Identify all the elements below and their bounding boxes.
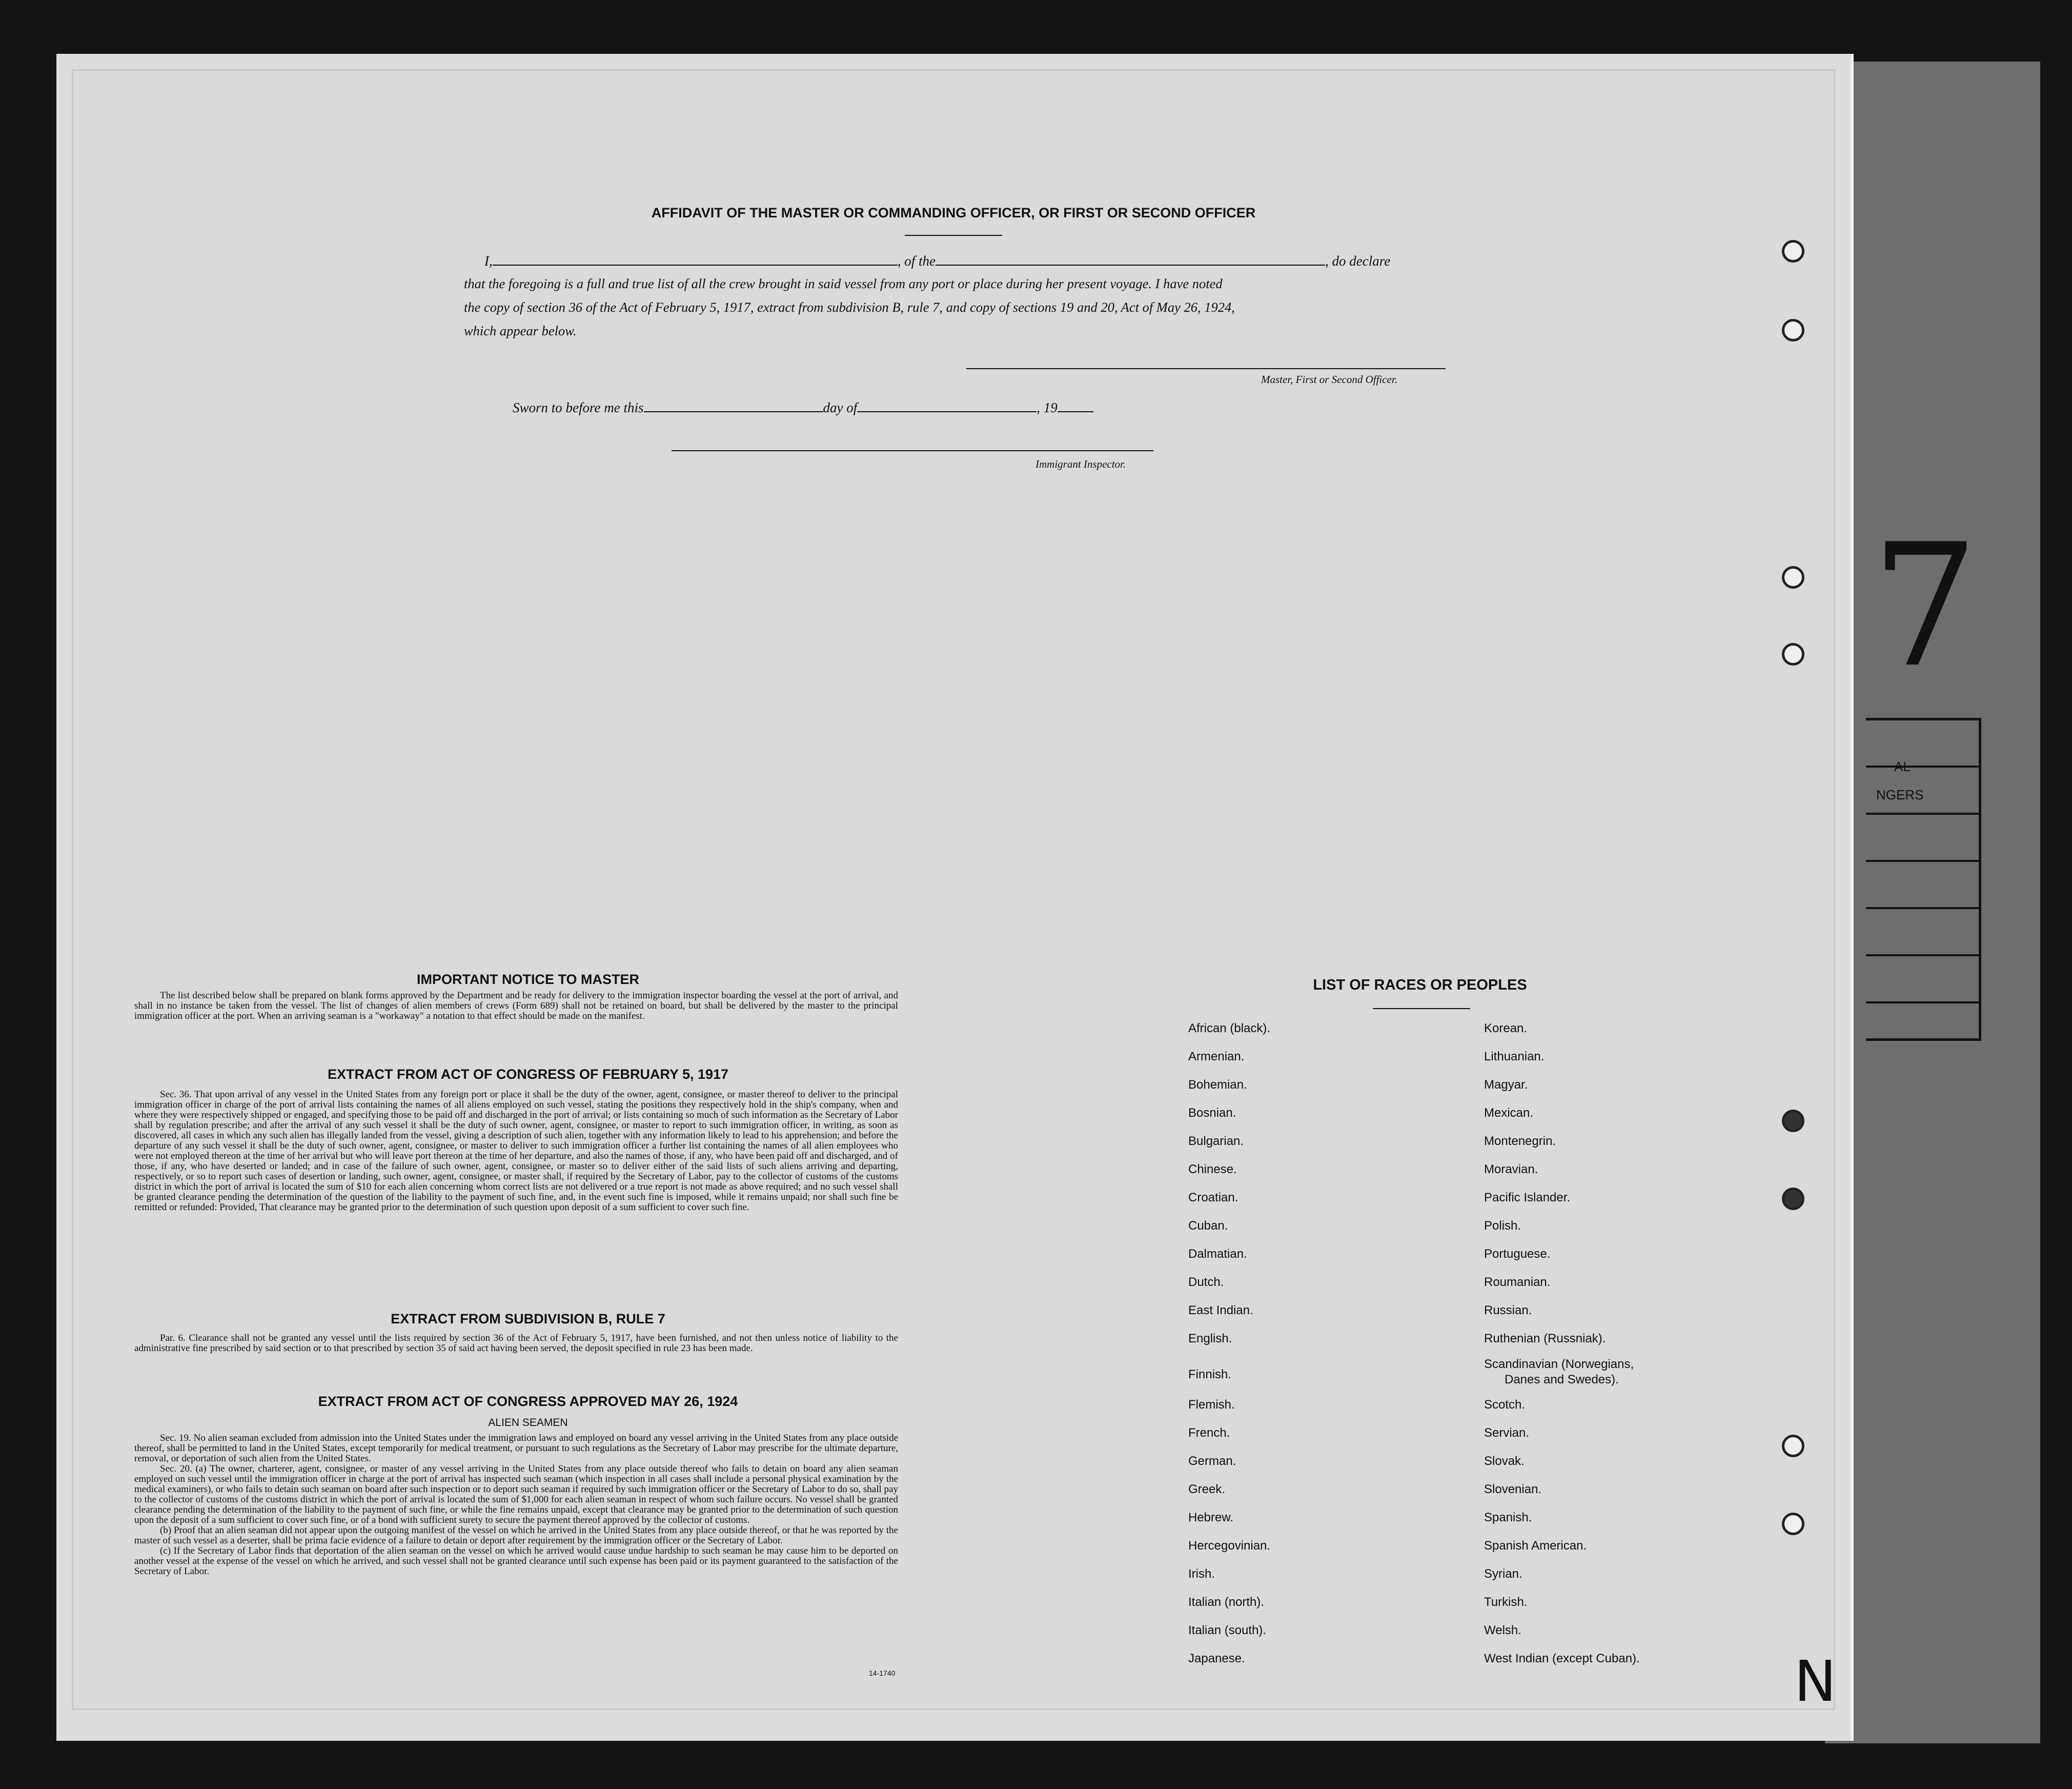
race-item: Russian. — [1484, 1303, 1532, 1317]
race-item: Chinese. — [1188, 1162, 1237, 1176]
race-item: Danes and Swedes). — [1505, 1373, 1619, 1386]
of-the-label: , of the — [897, 253, 936, 269]
race-item: Roumanian. — [1484, 1275, 1551, 1289]
year-label: , 19 — [1037, 400, 1058, 415]
sec20b-text: (b) Proof that an alien seaman did not appear upon the outgoing manifest of the vessel on which he arrived in the United States from any place outside thereof, or that he was reported by the master of such vessel as a deserter, shall be prima facie evidence of a failure to detain or deport after requirement by the immigration officer or the Secretary of Labor. — [134, 1525, 898, 1546]
inspector-signature-field[interactable] — [672, 450, 1153, 451]
punch-hole — [1782, 240, 1804, 263]
punch-hole — [1782, 643, 1804, 666]
extract-1917-block — [134, 1090, 898, 1213]
race-item: Lithuanian. — [1484, 1050, 1545, 1063]
race-item: Ruthenian (Russniak). — [1484, 1332, 1606, 1345]
punch-hole — [1782, 319, 1804, 341]
sworn-line — [513, 400, 1093, 416]
extract-1917-title: EXTRACT FROM ACT OF CONGRESS OF FEBRUARY 5, 1917 — [327, 1067, 729, 1082]
race-item: Armenian. — [1188, 1050, 1245, 1063]
sec20c-text: (c) If the Secretary of Labor finds that deportation of the alien seaman on the vessel on which he arrived would cause undue hardship to such seaman he may cause him to be deported on another vessel at the expense of the vessel on which he arrived, and such vessel shall not be granted clearance until such expense has been paid or its payment guaranteed to the satisfaction of the Secretary of Labor. — [134, 1545, 898, 1577]
underlying-tab-text: AL — [1894, 759, 1911, 774]
extract-1924-title: EXTRACT FROM ACT OF CONGRESS APPROVED MAY 26, 1924 — [318, 1394, 738, 1409]
month-field[interactable] — [857, 411, 1037, 412]
punch-hole — [1782, 1435, 1804, 1457]
i-label: I, — [484, 253, 493, 269]
form-number: 14-1740 — [869, 1669, 896, 1677]
extract-1924-subtitle: ALIEN SEAMEN — [488, 1417, 568, 1429]
race-item: Korean. — [1484, 1021, 1528, 1035]
race-item: Polish. — [1484, 1219, 1521, 1233]
race-item: French. — [1188, 1426, 1230, 1440]
race-item: Syrian. — [1484, 1567, 1522, 1581]
extract-rule7-text: Par. 6. Clearance shall not be granted any vessel until the lists required by section 36 of the Act of February 5, 1917, have been furnished, and not then unless notice of liability to the administrative fine prescribed by said section or to that prescribed by section 35 of said act having been served, the deposit specified in rule 23 has been made. — [134, 1333, 898, 1354]
race-item: West Indian (except Cuban). — [1484, 1652, 1640, 1665]
race-item: Flemish. — [1188, 1398, 1235, 1412]
affidavit-text-line: that the foregoing is a full and true list of all the crew brought in said vessel from any port or place during her present voyage. I have noted — [464, 276, 1223, 291]
race-item: Spanish. — [1484, 1511, 1532, 1524]
notice-text: The list described below shall be prepared on blank forms approved by the Department and be ready for delivery to the immigration inspector boarding the vessel at the port of arrival, and shall in no instance be taken from the vessel. The list of changes of alien members of crews (Form 689) shall not be retained on board, but shall be delivered by the master to the principal immigration officer at the port. When an arriving seaman is a "workaway" a notation to that effect should be made on the manifest. — [134, 990, 898, 1021]
extract-rule7-block — [134, 1333, 898, 1354]
race-item: Hebrew. — [1188, 1511, 1234, 1524]
affidavit-text-line: the copy of section 36 of the Act of February 5, 1917, extract from subdivision B, rule 7, and copy of sections 19 and 20, Act of May 26, 1924, — [464, 299, 1235, 315]
signature-field[interactable] — [966, 368, 1446, 369]
race-item: Italian (north). — [1188, 1595, 1265, 1609]
races-title: LIST OF RACES OR PEOPLES — [1313, 977, 1527, 993]
race-item: Montenegrin. — [1484, 1134, 1556, 1148]
race-item: Slovenian. — [1484, 1482, 1542, 1496]
race-item: Japanese. — [1188, 1652, 1245, 1665]
race-item: Finnish. — [1188, 1368, 1232, 1381]
race-item: Slovak. — [1484, 1454, 1525, 1468]
race-item: Spanish American. — [1484, 1539, 1587, 1553]
punch-hole — [1782, 1110, 1804, 1132]
extract-rule7-title: EXTRACT FROM SUBDIVISION B, RULE 7 — [391, 1311, 665, 1326]
underlying-form-table — [1866, 718, 1981, 1041]
sworn-label: Sworn to before me this — [513, 400, 644, 415]
race-item: Bosnian. — [1188, 1106, 1236, 1120]
race-item: Scotch. — [1484, 1398, 1526, 1412]
affidavit-text-line: which appear below. — [464, 323, 577, 338]
race-item: Mexican. — [1484, 1106, 1534, 1120]
race-item: Bohemian. — [1188, 1078, 1247, 1092]
year-field[interactable] — [1058, 411, 1093, 412]
vessel-field[interactable] — [936, 265, 1325, 266]
race-item: Italian (south). — [1188, 1623, 1267, 1637]
race-item: Cuban. — [1188, 1219, 1228, 1233]
race-item: Greek. — [1188, 1482, 1226, 1496]
race-item: Portuguese. — [1484, 1247, 1551, 1261]
day-of-label: day of — [823, 400, 858, 415]
punch-hole — [1782, 566, 1804, 589]
extract-1924-block — [134, 1433, 898, 1577]
race-item: English. — [1188, 1332, 1232, 1345]
inspector-label: Immigrant Inspector. — [1035, 458, 1126, 470]
race-item: Turkish. — [1484, 1595, 1528, 1609]
races-title-rule — [1373, 1008, 1470, 1009]
punch-hole — [1782, 1513, 1804, 1535]
handwritten-mark: N — [1794, 1649, 1837, 1714]
race-item: Dutch. — [1188, 1275, 1224, 1289]
signature-label: Master, First or Second Officer. — [1261, 373, 1397, 386]
race-item: Magyar. — [1484, 1078, 1528, 1092]
notice-text-block — [134, 991, 898, 1021]
title-rule — [905, 235, 1002, 236]
race-item: East Indian. — [1188, 1303, 1253, 1317]
race-item: Scandinavian (Norwegians, — [1484, 1357, 1634, 1371]
race-item: Moravian. — [1484, 1162, 1538, 1176]
race-item: Dalmatian. — [1188, 1247, 1247, 1261]
name-field[interactable] — [493, 265, 898, 266]
punch-hole — [1782, 1188, 1804, 1210]
affidavit-title: AFFIDAVIT OF THE MASTER OR COMMANDING OFFICER, OR FIRST OR SECOND OFFICER — [651, 205, 1256, 220]
declare-label: , do declare — [1325, 253, 1391, 269]
extract-1917-text: Sec. 36. That upon arrival of any vessel in the United States from any foreign port or place it shall be the duty of the owner, agent, consignee, or master thereof to deliver to the principal immigration officer in charge of the port of arrival lists containing the names of all aliens employed on such vessel, stating the positions they respectively hold in the ship's company, when and where they were respectively shipped or engaged, and specifying those to be paid off and discharged in the port of arrival; or lists containing so much of such information as the Secretary of Labor shall by regulation prescribe; and after the arrival of any such vessel it shall be the duty of such owner, agent, consignee, or master to report to such immigration officer, in writing, as soon as discovered, all cases in which any such alien has illegally landed from the vessel, giving a description of such alien, together with any information likely to lead to his apprehension; and before the departure of any such vessel it shall be the duty of such owner, agent, consignee, or master to deliver to such immigration officer a further list containing the names of all alien employees who were not employed thereon at the time of her arrival but who will leave port thereon at the time of her departure, and also the names of those, if any, who have been paid off and discharged, and of those, if any, who have deserted or landed; and in case of the failure of such owner, agent, consignee, or master so to deliver either of the said lists of such aliens arriving and departing, respectively, or so to report such cases of desertion or landing, such owner, agent, consignee, or master shall, if required by the Secretary of Labor, pay to the collector of customs of the customs district in which the port of arrival is located the sum of $10 for each alien concerning whom correct lists are not delivered or a true report is not made as above required; and no such vessel shall be granted clearance pending the determination of the question of the liability to the payment of such fine, and, in the event such fine is imposed, while it remains unpaid; nor shall such fine be remitted or refunded: Provided, That clearance may be granted prior to the determination of such question upon deposit of a sum sufficient to cover such fine. — [134, 1089, 898, 1213]
sec20a-text: Sec. 20. (a) The owner, charterer, agent, consignee, or master of any vessel arriving in the United States from any place outside thereof who fails to detain on board any alien seaman employed on such vessel until the immigration officer in charge at the port of arrival has inspected such seaman (which inspection in all cases shall include a personal physical examination by the medical examiners), or who fails to detain such seaman on board after such inspection or to deport such seaman if required by such immigration officer or the Secretary of Labor to do so, shall pay to the collector of customs of the customs district in which the port of arrival is located the sum of $1,000 for each alien seaman in respect of whom such failure occurs. No vessel shall be granted clearance pending the determination of the liability to the payment of such fine, or while the fine remains unpaid, except that clearance may be granted prior to the determination of such question upon the deposit of a sum sufficient to cover such fine, or of a bond with sufficient surety to secure the payment thereof approved by the collector of customs. — [134, 1463, 898, 1525]
race-item: Croatian. — [1188, 1191, 1238, 1204]
day-field[interactable] — [644, 411, 823, 412]
handwritten-numeral: 7 — [1871, 508, 1979, 705]
sec19-text: Sec. 19. No alien seaman excluded from admission into the United States under the immigration laws and employed on board any vessel arriving in the United States from any place outside thereof, shall be permitted to land in the United States, except temporarily for medical treatment, or pursuant to such regulations as the Secretary of Labor may prescribe for the ultimate departure, removal, or deportation of such alien from the United States. — [134, 1433, 898, 1464]
race-item: Hercegovinian. — [1188, 1539, 1271, 1553]
race-item: Servian. — [1484, 1426, 1530, 1440]
affidavit-declaration-line — [484, 253, 1390, 269]
race-item: Pacific Islander. — [1484, 1191, 1571, 1204]
race-item: Irish. — [1188, 1567, 1215, 1581]
race-item: Welsh. — [1484, 1623, 1521, 1637]
notice-title: IMPORTANT NOTICE TO MASTER — [417, 972, 639, 987]
underlying-tab-text: NGERS — [1876, 787, 1924, 802]
race-item: German. — [1188, 1454, 1236, 1468]
race-item: African (black). — [1188, 1021, 1271, 1035]
race-item: Bulgarian. — [1188, 1134, 1244, 1148]
